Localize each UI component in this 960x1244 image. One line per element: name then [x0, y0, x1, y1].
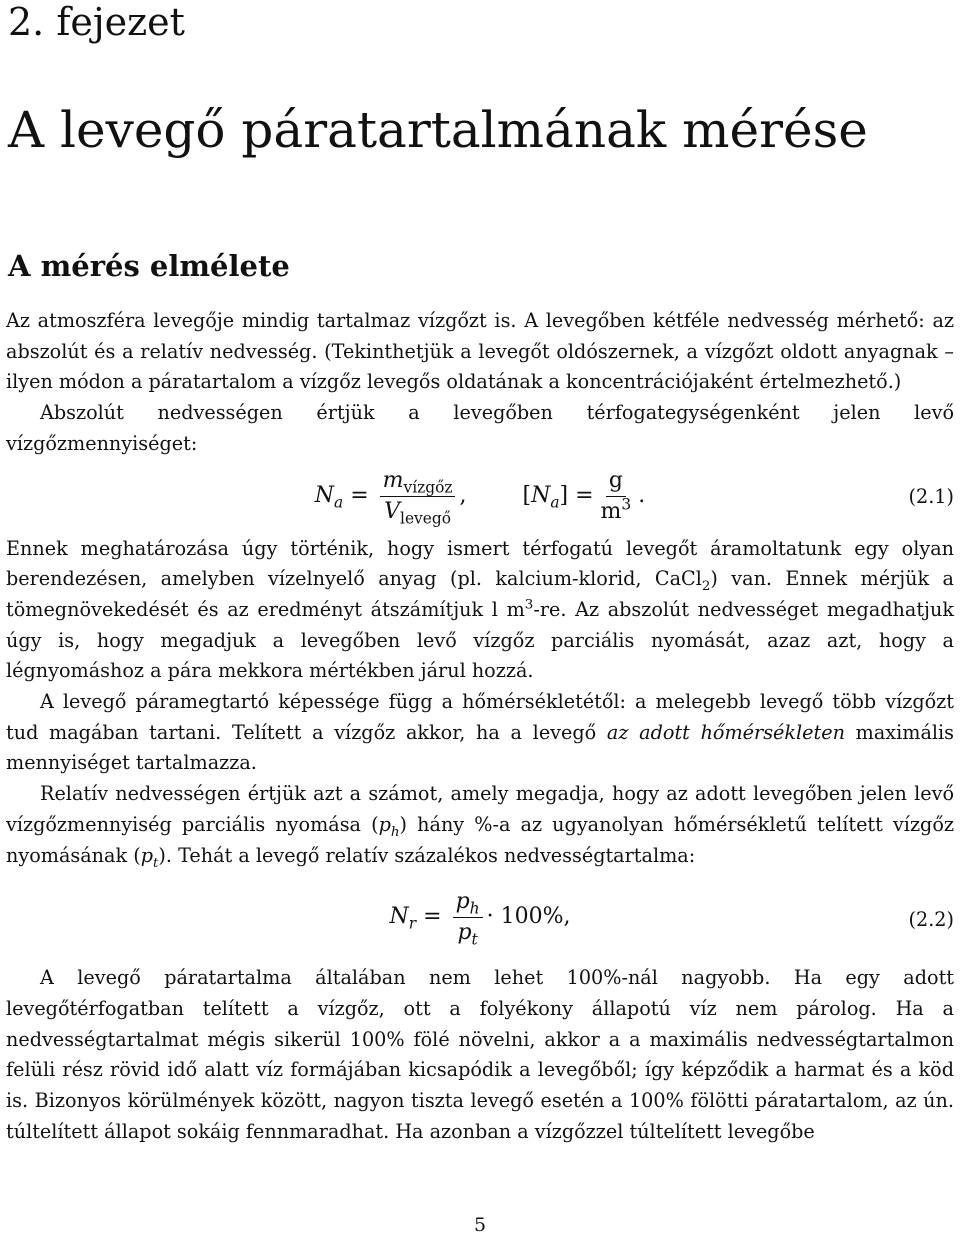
chapter-label: 2. fejezet — [8, 0, 185, 44]
eq1-unit-denominator: $m^3$ — [600, 495, 632, 525]
eq1-lhs: $N_a$ — [314, 483, 344, 512]
eq2-lhs: $N_r$ — [389, 903, 417, 933]
eq1-equals: = — [350, 483, 369, 509]
eq1-unit-open: [ — [522, 483, 532, 509]
eq1-unit-symbol: $N_a$ — [531, 483, 560, 512]
eq1-comma: , — [459, 483, 467, 509]
equation-2-1-body — [6, 460, 954, 534]
eq2-equals: = — [423, 903, 442, 929]
equation-2-1 — [6, 460, 954, 534]
eq1-denominator: $V_{levegő}$ — [384, 499, 451, 528]
paragraph-measurement: Ennek meghatározása úgy történik, hogy ismert térfogatú levegőt áramoltatunk egy olyan berendezésen, amelyben vízelnyelő anyag (pl. kalcium-klorid, CaCl$_2$) van. Ennek mérjük a tömegnövekedését és az eredményt átszámítjuk l $m^3-re$. Az abszolút nedvességet megadhatjuk úgy is, hogy megadjuk a levegőben levő vízgőz parciális nyomását, azaz azt, hogy a légnyomáshoz a pára mekkora mértékben járul hozzá. — [6, 536, 954, 683]
paragraph-supersaturation: A levegő páratartalma általában nem lehet 100%-nál nagyobb. Ha egy adott levegőtérfogatban telített a vízgőz, ott a folyékony állapotú víz nem párolog. Ha a nedvességtartalmat mégis sikerül 100% fölé növelni, akkor a a maximális nedvességtartalmon felüli rész rövid idő alatt víz formájában kicsapódik a levegőből; így képződik a harmat és a köd is. Bizonyos körülmények között, nagyon tiszta levegő esetén a 100% fölötti páratartalom, az ún. túltelített állapot sokáig fennmaradhat. Ha azonban a vízgőzzel túltelített levegőbe — [6, 966, 954, 1143]
eq2-tail: · 100%, — [486, 903, 571, 929]
page-number: 5 — [473, 1214, 487, 1236]
section-title: A mérés elmélete — [8, 249, 290, 283]
eq1-end: . — [638, 483, 646, 509]
chapter-title: A levegő páratartalmának mérése — [8, 101, 868, 159]
eq1-unit-fraction — [598, 467, 635, 526]
paragraph-saturation: A levegő páramegtartó képessége függ a hőmérsékletétől: a melegebb levegő több vízgőzt tud magában tartani. Telített a vízgőz akkor, ha a levegő az adott hőmérsékleten maximális mennyiséget tartalmazza. — [6, 690, 954, 775]
eq2-denominator: $p_t$ — [457, 919, 478, 949]
eq1-numerator: $m_{vízgőz}$ — [380, 467, 456, 497]
paragraph-intro: Az atmoszféra levegője mindig tartalmaz vízgőzt is. A levegőben kétféle nedvesség mérhető: az abszolút és a relatív nedvesség. (Tekinthetjük a levegőt oldószernek, a vízgőzt oldott anyagnak – ilyen módon a páratartalom a vízgőz levegős oldatának a koncentrációjaként értelmezhető.) — [6, 309, 954, 394]
equation-number-2-1: (2.1) — [908, 484, 954, 508]
body-text — [6, 306, 954, 1147]
equation-number-2-2: (2.2) — [908, 908, 954, 932]
paragraph-absolute-humidity: Abszolút nedvességen értjük a levegőben térfogategységenként jelen levő vízgőzmennyiséget: — [6, 401, 954, 455]
paragraph-relative-humidity: Relatív nedvességen értjük azt a számot, amely megadja, hogy az adott levegőben jelen levő vízgőzmennyiség parciális nyomása $(p_h)$ hány %-a az ugyanolyan hőmérsékletű telített vízgőz nyomásának $(p_t)$. Tehát a levegő relatív százalékos nedvességtartalma: — [6, 782, 954, 871]
eq1-unit-numerator: g — [606, 467, 626, 497]
equation-2-2-body — [6, 871, 954, 963]
equation-2-2 — [6, 871, 954, 963]
eq1-fraction — [380, 467, 456, 526]
eq2-fraction — [453, 888, 483, 947]
eq1-unit-close: ] = — [559, 483, 594, 509]
eq2-numerator: $p_h$ — [453, 888, 483, 918]
